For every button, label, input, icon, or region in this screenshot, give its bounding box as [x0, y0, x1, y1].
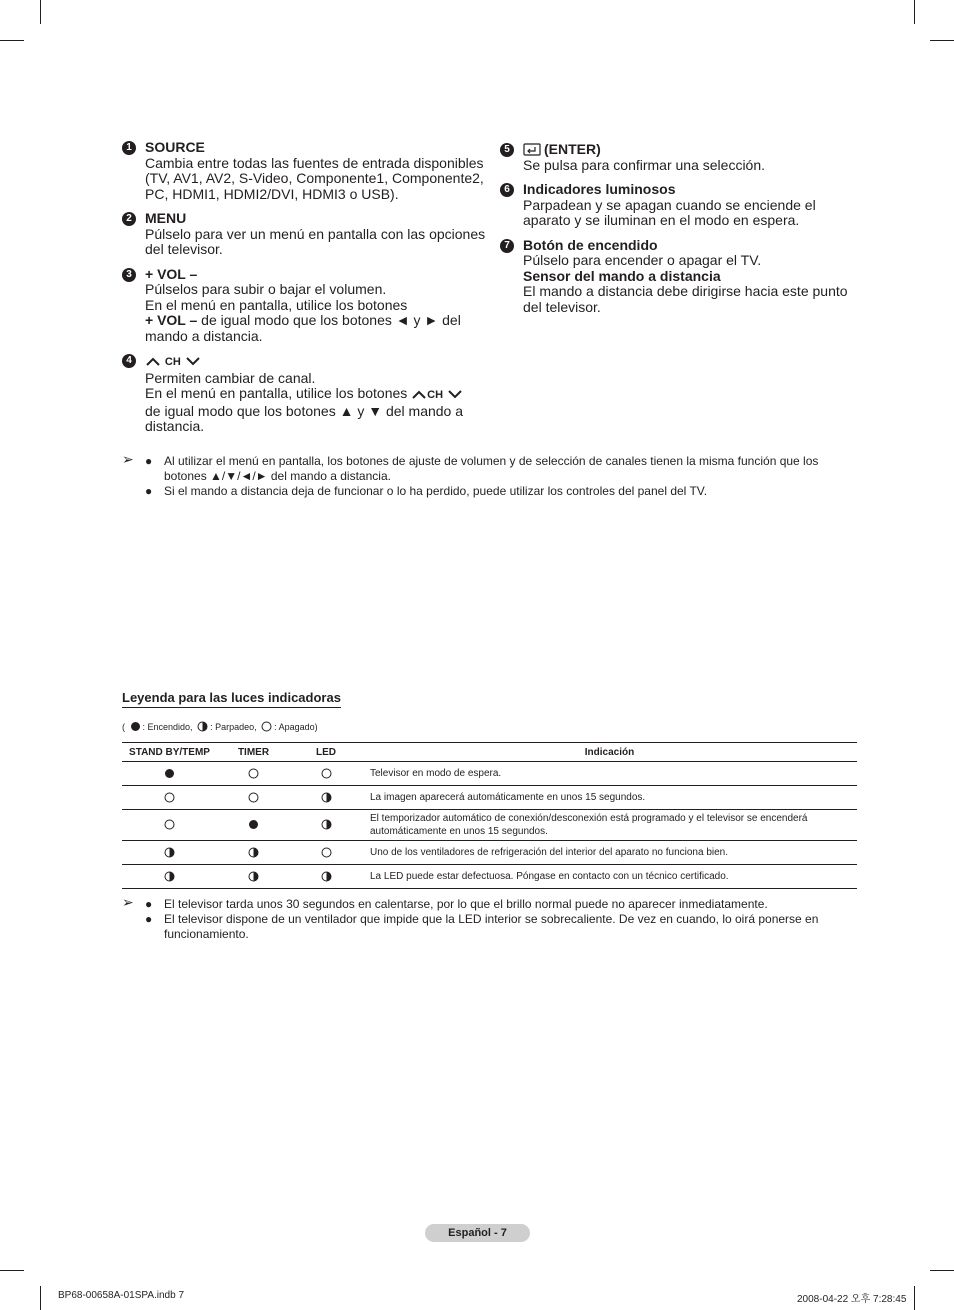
chevron-down-icon	[185, 356, 201, 366]
table-body	[122, 762, 857, 889]
crop-mark	[914, 1286, 915, 1310]
item-title: Botón de encendido	[523, 236, 658, 253]
legend-off: : Apagado)	[274, 722, 318, 732]
note-item	[122, 912, 857, 942]
note-text: Al utilizar el menú en pantalla, los botones de ajuste de volumen y de selección de canales tienen la misma función que los	[164, 454, 819, 468]
bullet-icon: ●	[145, 912, 153, 926]
note-block	[122, 451, 857, 499]
item-indicators	[500, 182, 855, 229]
column-header: Indicación	[362, 743, 857, 762]
crop-mark	[0, 40, 24, 41]
item-number: 5	[500, 143, 514, 157]
status-cell-standby	[122, 762, 217, 786]
led-blink-icon	[321, 871, 332, 882]
crop-mark	[40, 0, 41, 24]
bullet-icon: ●	[145, 897, 153, 911]
item-text	[145, 386, 487, 404]
item-text: de igual modo que los botones ◄ y ► del	[197, 312, 461, 328]
table-row	[122, 762, 857, 786]
vol-label: + VOL –	[145, 312, 198, 328]
item-text: del televisor.	[145, 241, 223, 257]
page-number: Español - 7	[425, 1224, 530, 1242]
item-title	[523, 142, 855, 158]
led-off-icon	[261, 721, 272, 732]
status-cell-standby	[122, 786, 217, 810]
item-text: Permiten cambiar de canal.	[145, 369, 316, 386]
led-blink-icon	[248, 871, 259, 882]
status-cell-timer	[217, 786, 290, 810]
left-column	[122, 140, 487, 444]
note-item	[122, 451, 857, 484]
chevron-up-icon	[411, 389, 427, 399]
chevron-up-icon	[145, 356, 161, 366]
enter-icon	[523, 143, 541, 156]
item-text: distancia.	[145, 418, 205, 434]
crop-mark	[40, 1286, 41, 1310]
led-off-icon	[321, 847, 332, 858]
crop-mark	[930, 40, 954, 41]
status-cell-timer	[217, 810, 290, 841]
item-subtitle: Sensor del mando a distancia	[523, 267, 721, 284]
legend-key	[122, 721, 318, 733]
item-number: 7	[500, 239, 514, 253]
item-text: Se pulsa para confirmar una selección.	[523, 156, 766, 173]
item-title: Indicadores luminosos	[523, 181, 676, 197]
led-blink-icon	[164, 847, 175, 858]
status-cell-led	[290, 841, 362, 865]
item-number: 2	[122, 212, 136, 226]
print-timestamp: 2008-04-22 오후 7:28:45	[797, 1294, 907, 1305]
indication-cell: El temporizador automático de conexión/desconexión está programado y el televisor se encenderá automáticamente en unos 15 segundos.	[362, 810, 857, 841]
item-title: SOURCE	[145, 139, 205, 155]
table-row	[122, 841, 857, 865]
status-cell-led	[290, 865, 362, 889]
led-table	[122, 742, 857, 889]
led-blink-icon	[321, 792, 332, 803]
column-header: TIMER	[217, 743, 290, 762]
led-off-icon	[321, 768, 332, 779]
led-on-icon	[130, 721, 141, 732]
item-menu	[122, 211, 487, 258]
item-number: 6	[500, 183, 514, 197]
chevron-down-icon	[447, 389, 463, 399]
indication-cell: La LED puede estar defectuosa. Póngase en contacto con un técnico certificado.	[362, 865, 857, 889]
item-text	[145, 313, 487, 329]
enter-label: (ENTER)	[544, 141, 601, 157]
item-text: (TV, AV1, AV2, S-Video, Componente1, Componente2,	[145, 170, 484, 186]
crop-mark	[930, 1270, 954, 1271]
item-text: aparato y se iluminan en el modo en espera.	[523, 212, 800, 228]
legend-title: Leyenda para las luces indicadoras	[122, 690, 341, 708]
item-source	[122, 140, 487, 202]
led-blink-icon	[248, 847, 259, 858]
bullet-icon: ●	[145, 454, 153, 468]
column-header: STAND BY/TEMP	[122, 743, 217, 762]
item-title	[145, 353, 487, 371]
crop-mark	[914, 0, 915, 24]
item-text: del televisor.	[523, 298, 601, 315]
note-text: funcionamiento.	[164, 927, 249, 941]
indication-cell: La imagen aparecerá automáticamente en unos 15 segundos.	[362, 786, 857, 810]
status-cell-led	[290, 810, 362, 841]
item-channel	[122, 353, 487, 435]
note-arrow-icon: ➢	[122, 894, 134, 910]
item-title: + VOL –	[145, 265, 198, 282]
item-text: Púlselo para ver un menú en pantalla con las opciones	[145, 225, 486, 242]
led-on-icon	[248, 819, 259, 830]
item-text: En el menú en pantalla, utilice los botones	[145, 385, 408, 401]
status-cell-led	[290, 762, 362, 786]
item-text: Cambia entre todas las fuentes de entrada disponibles	[145, 154, 484, 171]
right-column	[500, 142, 855, 324]
note-item	[122, 894, 857, 912]
item-text: Púlselos para subir o bajar el volumen.	[145, 281, 387, 297]
status-cell-led	[290, 786, 362, 810]
status-cell-timer	[217, 762, 290, 786]
column-header: LED	[290, 743, 362, 762]
status-cell-timer	[217, 865, 290, 889]
item-text: En el menú en pantalla, utilice los botones	[145, 296, 408, 313]
note-text: botones ▲/▼/◄/► del mando a distancia.	[164, 469, 391, 483]
crop-mark	[0, 1270, 24, 1271]
item-text: El mando a distancia debe dirigirse hacia este punto	[523, 283, 848, 299]
ch-label: CH	[164, 356, 181, 368]
note-text: El televisor dispone de un ventilador que impide que la LED interior se sobrecaliente. De vez en cuando, lo oirá ponerse en	[164, 912, 819, 926]
item-text: PC, HDMI1, HDMI2/DVI, HDMI3 o USB).	[145, 185, 399, 202]
table-row	[122, 786, 857, 810]
note-block	[122, 894, 857, 942]
status-cell-standby	[122, 865, 217, 889]
item-number: 3	[122, 268, 136, 282]
indication-cell: Televisor en modo de espera.	[362, 762, 857, 786]
led-off-icon	[248, 768, 259, 779]
led-blink-icon	[164, 871, 175, 882]
status-cell-timer	[217, 841, 290, 865]
legend-on: : Encendido,	[142, 722, 193, 732]
item-power	[500, 238, 855, 316]
indication-cell: Uno de los ventiladores de refrigeración del interior del aparato no funciona bien.	[362, 841, 857, 865]
file-slug: BP68-00658A-01SPA.indb 7	[58, 1290, 185, 1301]
led-blink-icon	[321, 819, 332, 830]
note-text: Si el mando a distancia deja de funcionar o lo ha perdido, puede utilizar los controles del panel del TV.	[164, 484, 708, 498]
item-text: Púlselo para encender o apagar el TV.	[523, 252, 762, 268]
item-title: MENU	[145, 210, 187, 226]
item-volume	[122, 267, 487, 345]
item-text: Parpadean y se apagan cuando se enciende el	[523, 196, 816, 213]
table-row	[122, 865, 857, 889]
item-number: 4	[122, 354, 136, 368]
table-header-row	[122, 743, 857, 762]
led-on-icon	[164, 768, 175, 779]
note-text: El televisor tarda unos 30 segundos en calentarse, por lo que el brillo normal puede no aparecer inmediatamente.	[164, 897, 768, 911]
status-cell-standby	[122, 841, 217, 865]
led-off-icon	[164, 792, 175, 803]
led-blink-icon	[197, 721, 208, 732]
item-enter	[500, 142, 855, 173]
note-arrow-icon: ➢	[122, 451, 134, 467]
ch-label: CH	[427, 389, 444, 401]
bullet-icon: ●	[145, 484, 153, 498]
item-text: de igual modo que los botones ▲ y ▼ del mando a	[145, 402, 464, 419]
legend-blink: : Parpadeo,	[210, 722, 257, 732]
legend-paren: (	[122, 722, 125, 732]
note-item	[122, 484, 857, 499]
status-cell-standby	[122, 810, 217, 841]
table-row	[122, 810, 857, 841]
item-number: 1	[122, 141, 136, 155]
led-off-icon	[164, 819, 175, 830]
item-text: mando a distancia.	[145, 327, 263, 344]
led-off-icon	[248, 792, 259, 803]
